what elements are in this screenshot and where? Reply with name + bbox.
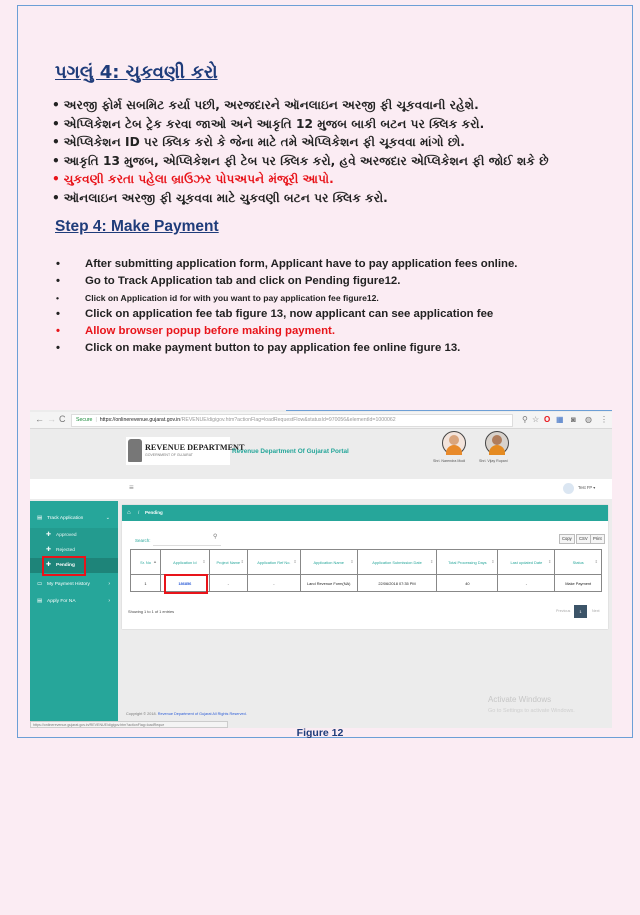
step-text: Click on Application id for with you want to pay application fee figure12. [85, 292, 379, 303]
caret-down-icon: ▾ [593, 485, 596, 490]
gujarati-step-warning [52, 170, 612, 189]
browser-toolbar [30, 412, 612, 429]
gujarati-step [52, 133, 612, 152]
secure-label: Secure [76, 417, 93, 423]
english-steps [56, 256, 616, 357]
document-icon: ▤ [37, 598, 43, 604]
sort-icon: ⇕ [240, 559, 244, 564]
step-text: એપ્લિકેશન ટેબ ટ્રેક કરવા જાઓ અને આકૃતિ 12 મુજબ બાકી બટન પર ક્લિક કરો. [63, 116, 485, 131]
leader-name-1: Shri. Narendra Modi [433, 459, 466, 463]
gujarati-step [52, 189, 612, 208]
sort-icon: ⇕ [202, 559, 206, 564]
search-icon[interactable]: ⚲ [213, 534, 218, 540]
highlight-box-application-id [164, 574, 208, 594]
pagination-previous[interactable]: Previous [556, 609, 571, 613]
sidebar-item-label: My Payment History [47, 582, 90, 587]
breadcrumb-current: Pending [145, 510, 163, 515]
status-bar-url: https://onlinerevenue.gujarat.gov.in/REVENUE/digigov.htm?actionFlag=loadReque [30, 721, 228, 728]
copy-button[interactable]: Copy [559, 534, 575, 544]
gujarati-step [52, 115, 612, 134]
entries-info: Showing 1 to 1 of 1 entries [128, 609, 175, 614]
header-label: Application Ref No. [257, 559, 291, 565]
pagination-page-1[interactable]: 1 [574, 605, 587, 618]
forward-icon[interactable]: → [47, 414, 56, 424]
header-label: Status [572, 559, 584, 565]
csv-button[interactable]: CSV [576, 534, 591, 544]
sort-asc-icon: ▲ [153, 559, 158, 564]
step-text: આકૃતિ 13 મુજબ, એપ્લિકેશન ફી ટેબ પર ક્લિક કરો, હવે અરજદાર એપ્લિકેશન ફી જોઈ શકે છે [63, 153, 549, 168]
bullet: • [52, 190, 60, 205]
leader-photo-2 [485, 431, 509, 455]
english-step [56, 306, 616, 323]
cell-sr-no: 1 [131, 575, 161, 592]
chevron-down-icon: ⌄ [105, 515, 110, 521]
search-icon[interactable]: ⚲ [522, 415, 528, 424]
english-step [56, 290, 616, 307]
step-text: એપ્લિકેશન ID પર ક્લિક કરો કે જેના માટે તમે એપ્લિકેશન ફી ચૂકવવા માંગો છો. [63, 135, 465, 149]
copyright-org-link[interactable]: Revenue Department of Gujarat All Rights Reserved. [157, 712, 247, 716]
avatar [563, 483, 574, 494]
header-label: Sr. No [140, 559, 151, 565]
figure-caption: Figure 12 [296, 727, 344, 739]
sidebar-item-payment-history[interactable] [30, 576, 118, 593]
opera-icon[interactable]: O [544, 415, 551, 424]
home-icon[interactable]: ⌂ [127, 510, 131, 516]
portal-name: Revenue Department Of Gujarat Portal [232, 448, 349, 455]
sidebar-item-label: Apply For NA [47, 599, 76, 604]
column-header-submission-date[interactable] [357, 550, 437, 575]
activate-windows-watermark: Activate Windows [488, 695, 552, 704]
header-label: Application Submission Date [372, 559, 422, 565]
pending-panel [122, 505, 608, 629]
cell-submission-date: 22/06/2018 07:35 PM [357, 575, 437, 592]
sidebar-item-track-application[interactable] [30, 510, 118, 527]
gujarati-steps [52, 96, 612, 207]
step-text: ઑનલાઇન અરજી ફી ચૂકવવા માટે ચુકવણી બટન પર ક્લિક કરો. [63, 190, 388, 205]
cell-processing-days: 40 [437, 575, 498, 592]
url-path: /REVENUE/digigov.htm?actionFlag=loadRequestFlow&statusId=970056&elementId=1000062 [180, 417, 396, 423]
menu-icon[interactable]: ⋮ [600, 415, 608, 424]
chevron-right-icon: › [108, 581, 110, 587]
table-header-row [131, 550, 602, 575]
address-bar[interactable]: Secure | https://onlinerevenue.gujarat.gov.in/REVENUE/digigov.htm?actionFlag=loadRequestFlow&statusId=970056&elementId=1000062 [71, 414, 513, 427]
header-label: Last updated Date [510, 559, 543, 565]
leader-photo-1 [442, 431, 466, 455]
application-id-link[interactable]: 186856 [161, 575, 210, 592]
sort-icon: ⇕ [594, 559, 598, 564]
bullet: • [52, 153, 60, 168]
bullet: • [52, 98, 60, 112]
sidebar-item-label: Approved [56, 533, 77, 538]
star-icon[interactable]: ☆ [532, 415, 540, 424]
step-text: Allow browser popup before making payment. [85, 325, 335, 338]
url-host: https://onlinerevenue.gujarat.gov.in [99, 417, 181, 423]
bullet: • [56, 325, 60, 338]
step-text: Click on make payment button to pay application fee online figure 13. [85, 341, 461, 354]
english-step [56, 273, 616, 290]
bullet: • [56, 258, 60, 270]
cell-application-name: Land Revenue Form(NA) [300, 575, 357, 592]
column-header-processing-days[interactable] [437, 550, 498, 575]
calendar-icon[interactable]: ▦ [556, 415, 564, 424]
bullet: • [56, 292, 60, 303]
cell-last-updated: - [498, 575, 555, 592]
pagination-next[interactable]: Next [592, 609, 600, 613]
reload-icon[interactable]: C [59, 414, 66, 424]
department-logo[interactable] [126, 437, 245, 465]
print-button[interactable]: Print [590, 534, 605, 544]
logo-subtitle: GOVERNMENT OF GUJARAT [145, 453, 193, 457]
header-label: Application Id [173, 559, 197, 565]
header-label: Application Name [313, 559, 344, 565]
bullet: • [52, 135, 60, 149]
sidebar-item-label: Track Application [47, 516, 84, 521]
sort-icon: ⇕ [293, 559, 297, 564]
hamburger-icon[interactable]: ≡ [129, 483, 134, 492]
leader-name-2: Shri. Vijay Rupani [479, 459, 508, 463]
english-step [56, 256, 616, 273]
english-step-warning [56, 323, 616, 340]
sidebar [30, 501, 118, 728]
sidebar-item-apply-for-na[interactable] [30, 593, 118, 610]
search-input[interactable] [153, 535, 221, 546]
english-step [56, 340, 616, 357]
header-label: Total Processing Days [448, 559, 487, 565]
step-text: After submitting application form, Applicant have to pay application fees online. [85, 258, 518, 270]
highlight-box-pending [42, 556, 86, 576]
column-header-application-name[interactable] [300, 550, 357, 575]
column-header-application-ref-no[interactable] [247, 550, 300, 575]
search-label: Search: [135, 538, 151, 543]
step-text: Click on application fee tab figure 13, now applicant can see application fee [85, 308, 494, 321]
bullet: • [56, 341, 60, 354]
camera-icon[interactable]: ◙ [571, 415, 576, 424]
back-icon[interactable]: ← [35, 414, 44, 424]
figure-12-screenshot [30, 410, 612, 728]
gujarati-step [52, 96, 612, 115]
sort-icon: ⇕ [547, 559, 552, 564]
extension-icon[interactable]: ◍ [585, 415, 592, 424]
english-heading: Step 4: Make Payment [55, 218, 219, 235]
copyright [126, 712, 247, 716]
chevron-right-icon: › [108, 598, 110, 604]
column-header-project-name[interactable] [209, 550, 247, 575]
top-nav-bar [30, 479, 612, 499]
step-text: Go to Track Application tab and click on Pending figure12. [85, 274, 401, 287]
plus-icon: ✚ [46, 532, 52, 538]
gujarati-step [52, 152, 612, 171]
tab-strip-line [286, 410, 612, 411]
gujarati-heading: પગલું 4: ચુકવણી કરો [55, 62, 218, 83]
column-header-status[interactable] [555, 550, 602, 575]
step-text: અરજી ફોર્મ સબમિટ કર્યા પછી, અરજદારને ઑનલાઇન અરજી ફી ચૂકવવાની રહેશે. [63, 98, 479, 112]
cell-project-name: - [209, 575, 247, 592]
sidebar-item-approved[interactable] [30, 528, 118, 543]
portal-header [30, 429, 612, 479]
activate-windows-hint: Go to Settings to activate Windows. [488, 708, 575, 714]
sort-icon: ⇕ [491, 559, 495, 564]
step-text: ચુકવણી કરતા પહેલા બ્રાઉઝર પોપઅપને મંજૂરી આપો. [63, 172, 334, 186]
sidebar-item-label: Rejected [56, 548, 75, 553]
cell-status: Make Payment [555, 575, 602, 592]
column-header-sr-no[interactable] [131, 550, 161, 575]
breadcrumb-separator: / [138, 510, 140, 515]
plus-icon: ✚ [46, 562, 52, 568]
bullet: • [56, 274, 60, 287]
document-icon: ▤ [37, 515, 43, 521]
plus-icon: ✚ [46, 547, 52, 553]
card-icon: ▭ [37, 581, 43, 587]
bullet: • [52, 116, 60, 131]
copyright-prefix: Copyright © 2018. [126, 712, 157, 716]
sort-icon: ⇕ [350, 559, 354, 564]
emblem-icon [128, 439, 142, 462]
cell-ref-no: - [247, 575, 300, 592]
header-label: Project Name [216, 559, 241, 565]
user-name: Test FP [578, 485, 593, 490]
breadcrumb [122, 505, 608, 521]
logo-title: REVENUE DEPARTMENT [145, 443, 245, 452]
bullet: • [56, 308, 60, 321]
bullet: • [52, 172, 60, 186]
sort-icon: ⇕ [430, 559, 434, 564]
column-header-application-id[interactable] [161, 550, 210, 575]
sidebar-item-label: Pending [56, 563, 75, 568]
column-header-last-updated[interactable] [498, 550, 555, 575]
